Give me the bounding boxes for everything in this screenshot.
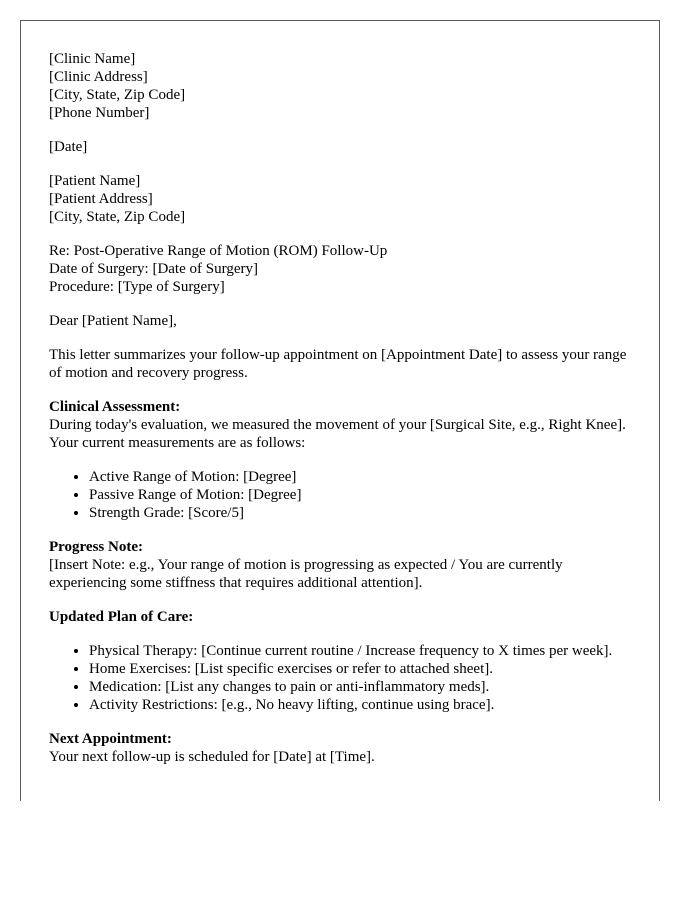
letter-body [49, 50, 629, 766]
list-item: • Activity Restrictions: [e.g., No heavy lifting, continue using brace]. [89, 696, 629, 714]
clinic-name: [Clinic Name] [49, 51, 136, 67]
patient-address: [Patient Address] [49, 191, 153, 207]
surgery-date-line: Date of Surgery: [Date of Surgery] [49, 261, 258, 277]
next-appointment-heading: Next Appointment: [49, 731, 172, 747]
list-item: • Active Range of Motion: [Degree] [89, 468, 629, 486]
clinic-city-state-zip: [City, State, Zip Code] [49, 87, 186, 103]
clinic-address: [Clinic Address] [49, 69, 148, 85]
list-item: • Medication: [List any changes to pain or anti-inflammatory meds]. [89, 678, 629, 696]
progress-note-heading: Progress Note: [49, 539, 143, 555]
patient-address-block [49, 172, 629, 226]
letter-page [20, 20, 660, 801]
progress-note-text: [Insert Note: e.g., Your range of motion is progressing as expected / You are currently experiencing some stiffness that requires additional attention]. [49, 557, 563, 591]
patient-name: [Patient Name] [49, 173, 141, 189]
clinical-assessment-section [49, 398, 629, 452]
next-appointment-section [49, 730, 629, 766]
reference-block [49, 242, 629, 296]
list-item: • Home Exercises: [List specific exercises or refer to attached sheet]. [89, 660, 629, 678]
salutation-block [49, 312, 629, 330]
list-item: • Physical Therapy: [Continue current routine / Increase frequency to X times per week]. [89, 642, 629, 660]
plan-of-care-section [49, 608, 629, 626]
plan-of-care-heading: Updated Plan of Care: [49, 609, 194, 625]
progress-note-section [49, 538, 629, 592]
intro-block [49, 346, 629, 382]
clinical-assessment-heading: Clinical Assessment: [49, 399, 181, 415]
letter-date-block [49, 138, 629, 156]
list-item: • Strength Grade: [Score/5] [89, 504, 629, 522]
list-item: • Passive Range of Motion: [Degree] [89, 486, 629, 504]
next-appointment-text: Your next follow-up is scheduled for [Date] at [Time]. [49, 749, 375, 765]
patient-city-state-zip: [City, State, Zip Code] [49, 209, 186, 225]
clinical-assessment-text: During today's evaluation, we measured the movement of your [Surgical Site, e.g., Right Knee]. Your current measurements are as follows: [49, 417, 626, 451]
clinic-header [49, 50, 629, 122]
letter-date: [Date] [49, 139, 88, 155]
re-line: Re: Post-Operative Range of Motion (ROM) Follow-Up [49, 243, 388, 259]
plan-of-care-list [49, 642, 629, 714]
intro-paragraph: This letter summarizes your follow-up appointment on [Appointment Date] to assess your range of motion and recovery progress. [49, 347, 627, 381]
clinical-assessment-list [49, 468, 629, 522]
clinic-phone: [Phone Number] [49, 105, 150, 121]
procedure-line: Procedure: [Type of Surgery] [49, 279, 225, 295]
salutation: Dear [Patient Name], [49, 313, 177, 329]
